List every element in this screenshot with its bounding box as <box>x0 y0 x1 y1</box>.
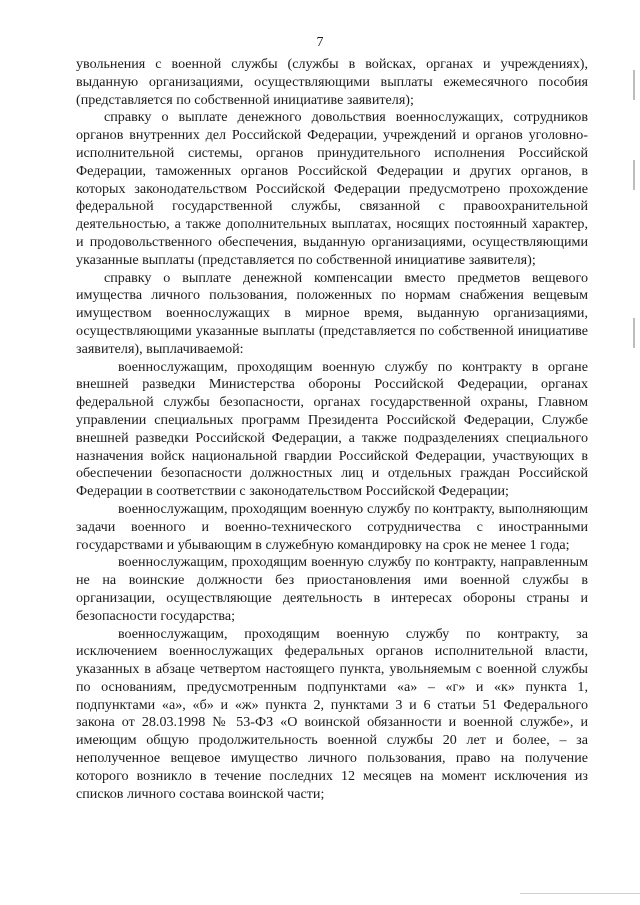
document-body <box>76 56 588 803</box>
paragraph-4-text: военнослужащим, проходящим военную службу по контракту в органе внешней разведки Министерства обороны Российской Федерации, органах федеральной службы безопасности, органах государственной охраны, Главном управлении специальных программ Президента Российской Федерации, Службе внешней разведки Российской Федерации, а также подразделениях специального назначения войск национальной гвардии Российской Федерации, участвующих в обеспечении безопасности должностных лиц и отдельных граждан Российской Федерации в соответствии с законодательством Российской Федерации; <box>76 358 588 500</box>
page-number: 7 <box>316 35 324 50</box>
scan-edge-mark <box>633 160 635 190</box>
paragraph-3: справку о выплате денежной компенсации вместо предметов вещевого имущества личного пользования, положенных по нормам снабжения вещевым имуществом военнослужащих в мирное время, выданную организациями, осуществляющими указанные выплаты (представляется по собственной инициативе заявителя), выплачиваемой: <box>76 269 588 357</box>
paragraph-1: увольнения с военной службы (службы в войсках, органах и учреждениях), выданную организациями, осуществляющими выплаты ежемесячного пособия (представляется по собственной инициативе заявителя); <box>76 56 588 108</box>
paragraph-2: справку о выплате денежного довольствия военнослужащих, сотрудников органов внутренних дел Российской Федерации, учреждений и органов уголовно-исполнительной системы, органов принудительного исполнения Российской Федерации, таможенных органов Российской Федерации и других органов, в которых законодательством Российской Федерации предусмотрено прохождение федеральной государственной службы, связанной с правоохранительной деятельностью, а также дополнительных выплатах, носящих постоянный характер, и продовольственного обеспечения, выданную организациями, осуществляющими указанные выплаты (представляется по собственной инициативе заявителя); <box>76 109 588 268</box>
paragraph-6-text: военнослужащим, проходящим военную службу по контракту, направленным не на воинские должности без приостановления ими военной службы в организации, осуществляющие деятельность в интересах обороны страны и безопасности государства; <box>76 554 588 624</box>
scan-edge-mark <box>633 70 635 100</box>
paragraph-7-text: военнослужащим, проходящим военную службу по контракту, за исключением военнослужащих федеральных органов исполнительной власти, указанных в абзаце четвертом настоящего пункта, увольняемым с военной службы по основаниям, предусмотренным подпунктами «а» – «г» и «к» пункта 1, подпунктами «а», «б» и «ж» пункта 2, пунктами 3 и 6 статьи 51 Федерального закона от 28.03.1998 № 53-ФЗ «О воинской обязанности и военной службе», и имеющим общую продолжительность военной службы 20 лет и более, – за неполученное вещевое имущество личного пользования, право на получение которого возникло в течение последних 12 месяцев на момент исключения из списков личного состава воинской части; <box>76 625 588 802</box>
paragraph-4 <box>76 359 588 501</box>
scan-edge-mark <box>633 318 635 348</box>
paragraph-5 <box>76 501 588 554</box>
paragraph-6 <box>76 554 588 625</box>
paragraph-7 <box>76 626 588 804</box>
paragraph-5-text: военнослужащим, проходящим военную службу по контракту, выполняющим задачи военного и военно-технического сотрудничества с иностранными государствами и убывающим в служебную командировку на срок не менее 1 года; <box>76 500 588 553</box>
scan-bottom-line <box>520 893 640 894</box>
